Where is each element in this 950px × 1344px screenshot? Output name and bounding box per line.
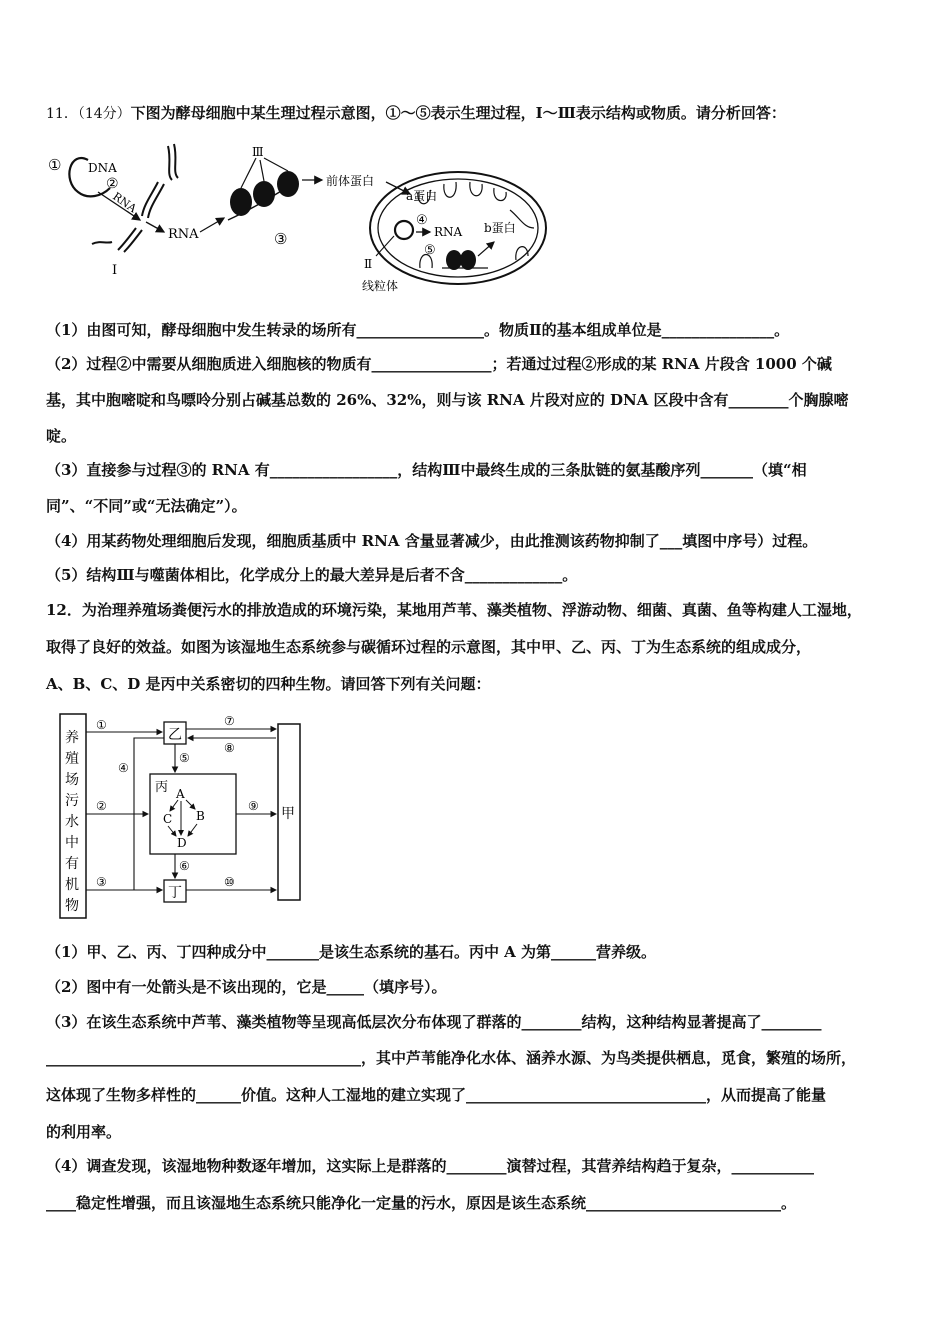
label-rna2: RNA xyxy=(434,225,463,239)
label-c4: ④ xyxy=(416,213,428,228)
membrane-low-1 xyxy=(118,228,136,250)
label-n1: ① xyxy=(96,718,107,732)
label-c2: ② xyxy=(106,176,119,192)
pointer-2 xyxy=(260,160,264,181)
q12-answer-7: （4）调查发现，该湿地物种数逐年增加，这实际上是群落的________演替过程，其营养结构趋于复杂，___________ xyxy=(46,1157,814,1175)
label-n6: ⑥ xyxy=(179,859,190,873)
arrow-B-D xyxy=(188,824,197,836)
carbon-cycle-diagram xyxy=(52,710,312,925)
q12-line-1: 12．为治理养殖场粪便污水的排放造成的环境污染，某地用芦苇、藻类植物、浮游动物、细菌、真菌、鱼等构建人工湿地， xyxy=(46,601,862,619)
source-char-9: 物 xyxy=(65,898,79,914)
label-c5: ⑤ xyxy=(424,243,436,258)
mito-dna xyxy=(395,221,413,239)
label-n7: ⑦ xyxy=(224,714,235,728)
q12-answer-4: __________________________________________，其中芦苇能净化水体、涵养水源、为鸟类提供栖息，觅食，繁殖的场所， xyxy=(46,1049,857,1067)
membrane-top-1 xyxy=(168,146,172,180)
label-c1: ① xyxy=(48,156,62,174)
label-n8: ⑧ xyxy=(224,741,235,755)
export-arrow xyxy=(146,222,164,232)
label-rna-diag: RNA xyxy=(110,189,139,216)
label-a-protein: a蛋白 xyxy=(406,189,438,203)
q11-line-8: （5）结构Ⅲ与噬菌体相比，化学成分上的最大差异是后者不含_____________。 xyxy=(46,566,578,584)
to-ribosome-arrow xyxy=(200,218,224,232)
ribosome-3 xyxy=(277,171,299,197)
yeast-process-diagram xyxy=(40,132,560,302)
pointer-1 xyxy=(241,158,256,188)
source-char-8: 机 xyxy=(65,877,79,893)
mito-ribosome-1 xyxy=(446,250,462,270)
label-roman3: Ⅲ xyxy=(252,145,264,159)
q11-line-4: 啶。 xyxy=(46,427,77,445)
label-A: A xyxy=(176,787,185,801)
arrow-A-C xyxy=(170,800,178,811)
ribosome-1 xyxy=(230,188,252,216)
label-D: D xyxy=(177,836,187,850)
q12-answer-3: （3）在该生态系统中芦苇、藻类植物等呈现高低层次分布体现了群落的________结构，这种结构显著提高了________ xyxy=(46,1013,822,1031)
label-yi: 乙 xyxy=(168,727,182,743)
cristae-bottom xyxy=(420,210,534,268)
membrane-mid-2 xyxy=(148,184,164,218)
q11-stem: 下图为酵母细胞中某生理过程示意图，①～⑤表示生理过程，Ⅰ～Ⅲ表示结构或物质。请分析回答： xyxy=(130,104,786,122)
source-char-7: 有 xyxy=(65,856,79,872)
label-roman1: Ⅰ xyxy=(112,263,118,278)
source-char-5: 水 xyxy=(65,814,79,830)
pointer-3 xyxy=(264,158,288,171)
label-n3: ③ xyxy=(96,875,107,889)
mito-ribosome-2 xyxy=(460,250,476,270)
label-dna: DNA xyxy=(88,161,117,175)
label-n9: ⑨ xyxy=(248,799,259,813)
q12-line-2: 取得了良好的效益。如图为该湿地生态系统参与碳循环过程的示意图，其中甲、乙、丙、丁为生态系统的组成成分， xyxy=(46,638,812,656)
label-ding: 丁 xyxy=(168,885,182,901)
q12-answer-8: ____稳定性增强，而且该湿地生态系统只能净化一定量的污水，原因是该生态系统__________________________。 xyxy=(46,1194,797,1212)
source-char-6: 中 xyxy=(65,835,79,851)
label-bing: 丙 xyxy=(155,780,169,795)
label-n2: ② xyxy=(96,799,107,813)
q12-answer-1: （1）甲、乙、丙、丁四种成分中_______是该生态系统的基石。丙中 A 为第______营养级。 xyxy=(46,943,657,961)
label-n5: ⑤ xyxy=(179,751,190,765)
q12-answer-2: （2）图中有一处箭头是不该出现的，它是_____（填序号）。 xyxy=(46,978,447,996)
q11-line-1: （1）由图可知，酵母细胞中发生转录的场所有_________________。物质Ⅱ的基本组成单位是_______________。 xyxy=(46,321,790,339)
label-b-protein: b蛋白 xyxy=(484,221,516,235)
q12-answer-5: 这体现了生物多样性的______价值。这种人工湿地的建立实现了________________________________，从而提高了能量 xyxy=(46,1086,827,1104)
q11-line-3: 基，其中胞嘧啶和鸟嘌呤分别占碱基总数的 26%、32%，则与该 RNA 片段对应的 DNA 区段中含有________个胸腺嘧 xyxy=(46,391,849,409)
label-C: C xyxy=(163,812,173,826)
q12-line-3: A、B、C、D 是丙中关系密切的四种生物。请回答下列有关问题： xyxy=(46,675,491,693)
label-jia: 甲 xyxy=(281,806,295,822)
b-protein-arrow xyxy=(478,242,494,256)
q11-line-6: 同”、“不同”或“无法确定”）。 xyxy=(46,497,247,515)
q11-line-5: （3）直接参与过程③的 RNA 有_________________，结构Ⅲ中最终生成的三条肽链的氨基酸序列_______（填“相 xyxy=(46,461,807,479)
membrane-top-2 xyxy=(174,144,178,178)
label-n4: ④ xyxy=(118,761,129,775)
q11-line-7: （4）用某药物处理细胞后发现，细胞质基质中 RNA 含量显著减少，由此推测该药物抑制了___填图中序号）过程。 xyxy=(46,532,818,550)
ribosome-2 xyxy=(253,181,275,207)
label-roman2: Ⅱ xyxy=(364,257,373,271)
label-rna1: RNA xyxy=(168,227,199,242)
arrow-C-D xyxy=(168,826,176,836)
pointer-roman2 xyxy=(376,236,394,256)
source-char-1: 养 xyxy=(65,730,79,746)
source-char-4: 污 xyxy=(65,793,79,809)
label-precursor: 前体蛋白 xyxy=(326,174,375,188)
q11-number: 11．（14分） xyxy=(46,106,131,122)
label-mitochondrion: 线粒体 xyxy=(362,279,399,293)
q11-header xyxy=(46,103,786,124)
membrane-bottom xyxy=(92,242,112,244)
source-char-2: 殖 xyxy=(65,751,79,767)
source-char-3: 场 xyxy=(65,772,79,788)
label-c3: ③ xyxy=(274,230,288,248)
label-n10: ⑩ xyxy=(224,875,235,889)
label-B: B xyxy=(196,809,205,823)
q12-answer-6: 的利用率。 xyxy=(46,1123,122,1141)
q11-line-2: （2）过程②中需要从细胞质进入细胞核的物质有________________；若通过过程②形成的某 RNA 片段含 1000 个碱 xyxy=(46,355,832,373)
arrow-A-B xyxy=(186,800,195,809)
